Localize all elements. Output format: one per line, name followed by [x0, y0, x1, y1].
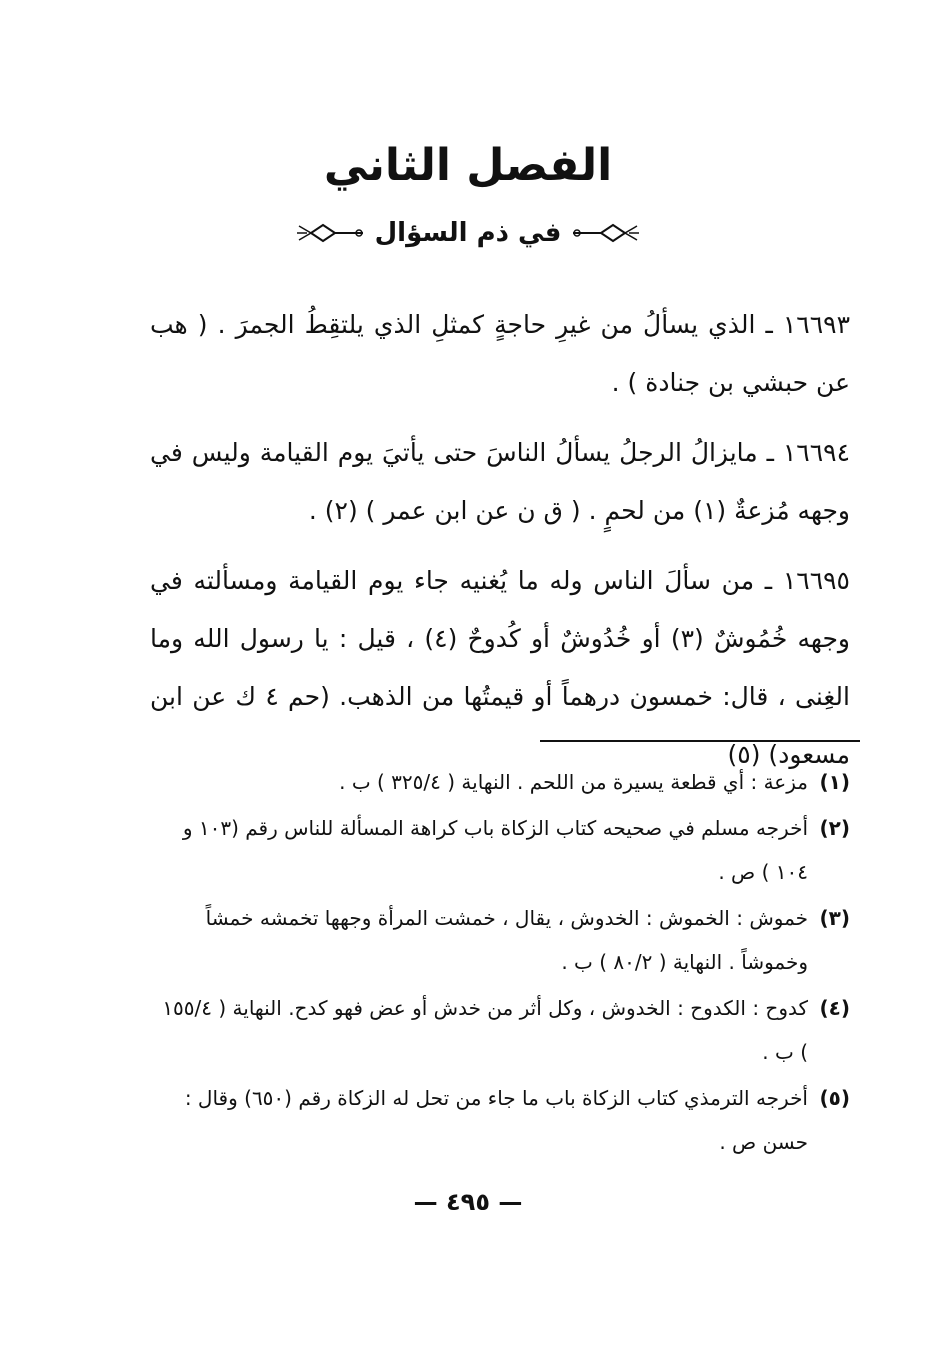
hadith-entry: ١٦٦٩٥ ـ من سألَ الناس وله ما يُغنيه جاء يوم القيامة ومسألته في وجهه خُمُوشٌ (٣) أو خُدُوشٌ أو كُدوحٌ (٤) ، قيل : يا رسول الله وما الغِنى ، قال: خمسون درهماً أو قيمتُها من الذهب. (حم ٤ ك عن ابن مسعود) (٥)	[150, 566, 850, 769]
hadith-source: (حم ٤ ك عن ابن مسعود) (٥)	[150, 682, 850, 769]
footnote-text: أخرجه الترمذي كتاب الزكاة باب ما جاء من تحل له الزكاة رقم (٦٥٠) وقال : حسن ص .	[184, 1086, 808, 1154]
hadith-entry: ١٦٦٩٤ ـ مايزالُ الرجلُ يسألُ الناسَ حتى يأتيَ يوم القيامة وليس في وجهه مُزعةٌ (١) من لحمٍ . ( ق ن عن ابن عمر ) (٢) .	[150, 438, 850, 525]
hadith-list	[150, 296, 850, 796]
hadith-number: ١٦٦٩٥	[782, 566, 850, 595]
footnote-number: (٥)	[819, 1086, 850, 1110]
ornament-icon	[295, 223, 365, 243]
hadith-number: ١٦٦٩٤	[782, 438, 850, 467]
footnote	[150, 760, 850, 804]
hadith-source: ( هب عن حبشي بن جنادة ) .	[150, 310, 850, 397]
hadith-source: ( ق ن عن ابن عمر ) (٢) .	[308, 496, 581, 525]
footnote-text: مزعة : أي قطعة يسيرة من اللحم . النهاية ( ٣٢٥/٤ ) ب .	[339, 770, 808, 794]
footnote-text: خموش : الخموش : الخدوش ، يقال ، خمشت المرأة وجهها تخمشه خمشاً وخموشاً . النهاية ( ٨٠/٢ ) ب .	[205, 906, 808, 974]
footnote-text: كدوح : الكدوح : الخدوش ، وكل أثر من خدش أو عض فهو كدح. النهاية ( ١٥٥/٤ ) ب .	[162, 996, 808, 1064]
footnote-number: (٢)	[819, 816, 850, 840]
footnotes	[150, 760, 850, 1166]
footnote	[150, 1076, 850, 1164]
footnote	[150, 896, 850, 984]
section-subtitle: في ذم السؤال	[374, 218, 562, 248]
subtitle-row	[0, 218, 936, 248]
footnote	[150, 806, 850, 894]
hadith-text: من سألَ الناس وله ما يُغنيه جاء يوم القيامة ومسألته في وجهه خُمُوشٌ (٣) أو خُدُوشٌ أو كُدوحٌ (٤) ، قيل : يا رسول الله وما الغِنى ، قال: خمسون درهماً أو قيمتُها من الذهب.	[150, 566, 850, 711]
hadith-text: مايزالُ الرجلُ يسألُ الناسَ حتى يأتيَ يوم القيامة وليس في وجهه مُزعةٌ (١) من لحمٍ .	[150, 438, 850, 525]
hadith-entry: ١٦٦٩٣ ـ الذي يسألُ من غيرِ حاجةٍ كمثلِ الذي يلتقِطُ الجمرَ . ( هب عن حبشي بن جنادة ) .	[150, 310, 851, 397]
ornament-icon	[571, 223, 641, 243]
footnote	[150, 986, 850, 1074]
page-number: — ٤٩٥ —	[413, 1188, 523, 1216]
hadith-number: ١٦٦٩٣	[782, 310, 851, 339]
footnote-divider	[540, 740, 860, 742]
footnote-text: أخرجه مسلم في صحيحه كتاب الزكاة باب كراهة المسألة للناس رقم (١٠٣ و ١٠٤ ) ص .	[182, 816, 808, 884]
footnote-number: (٤)	[819, 996, 850, 1020]
footnote-number: (٣)	[819, 906, 850, 930]
chapter-title: الفصل الثاني	[323, 140, 613, 191]
footnote-number: (١)	[819, 770, 850, 794]
hadith-text: الذي يسألُ من غيرِ حاجةٍ كمثلِ الذي يلتقِطُ الجمرَ .	[217, 310, 756, 339]
